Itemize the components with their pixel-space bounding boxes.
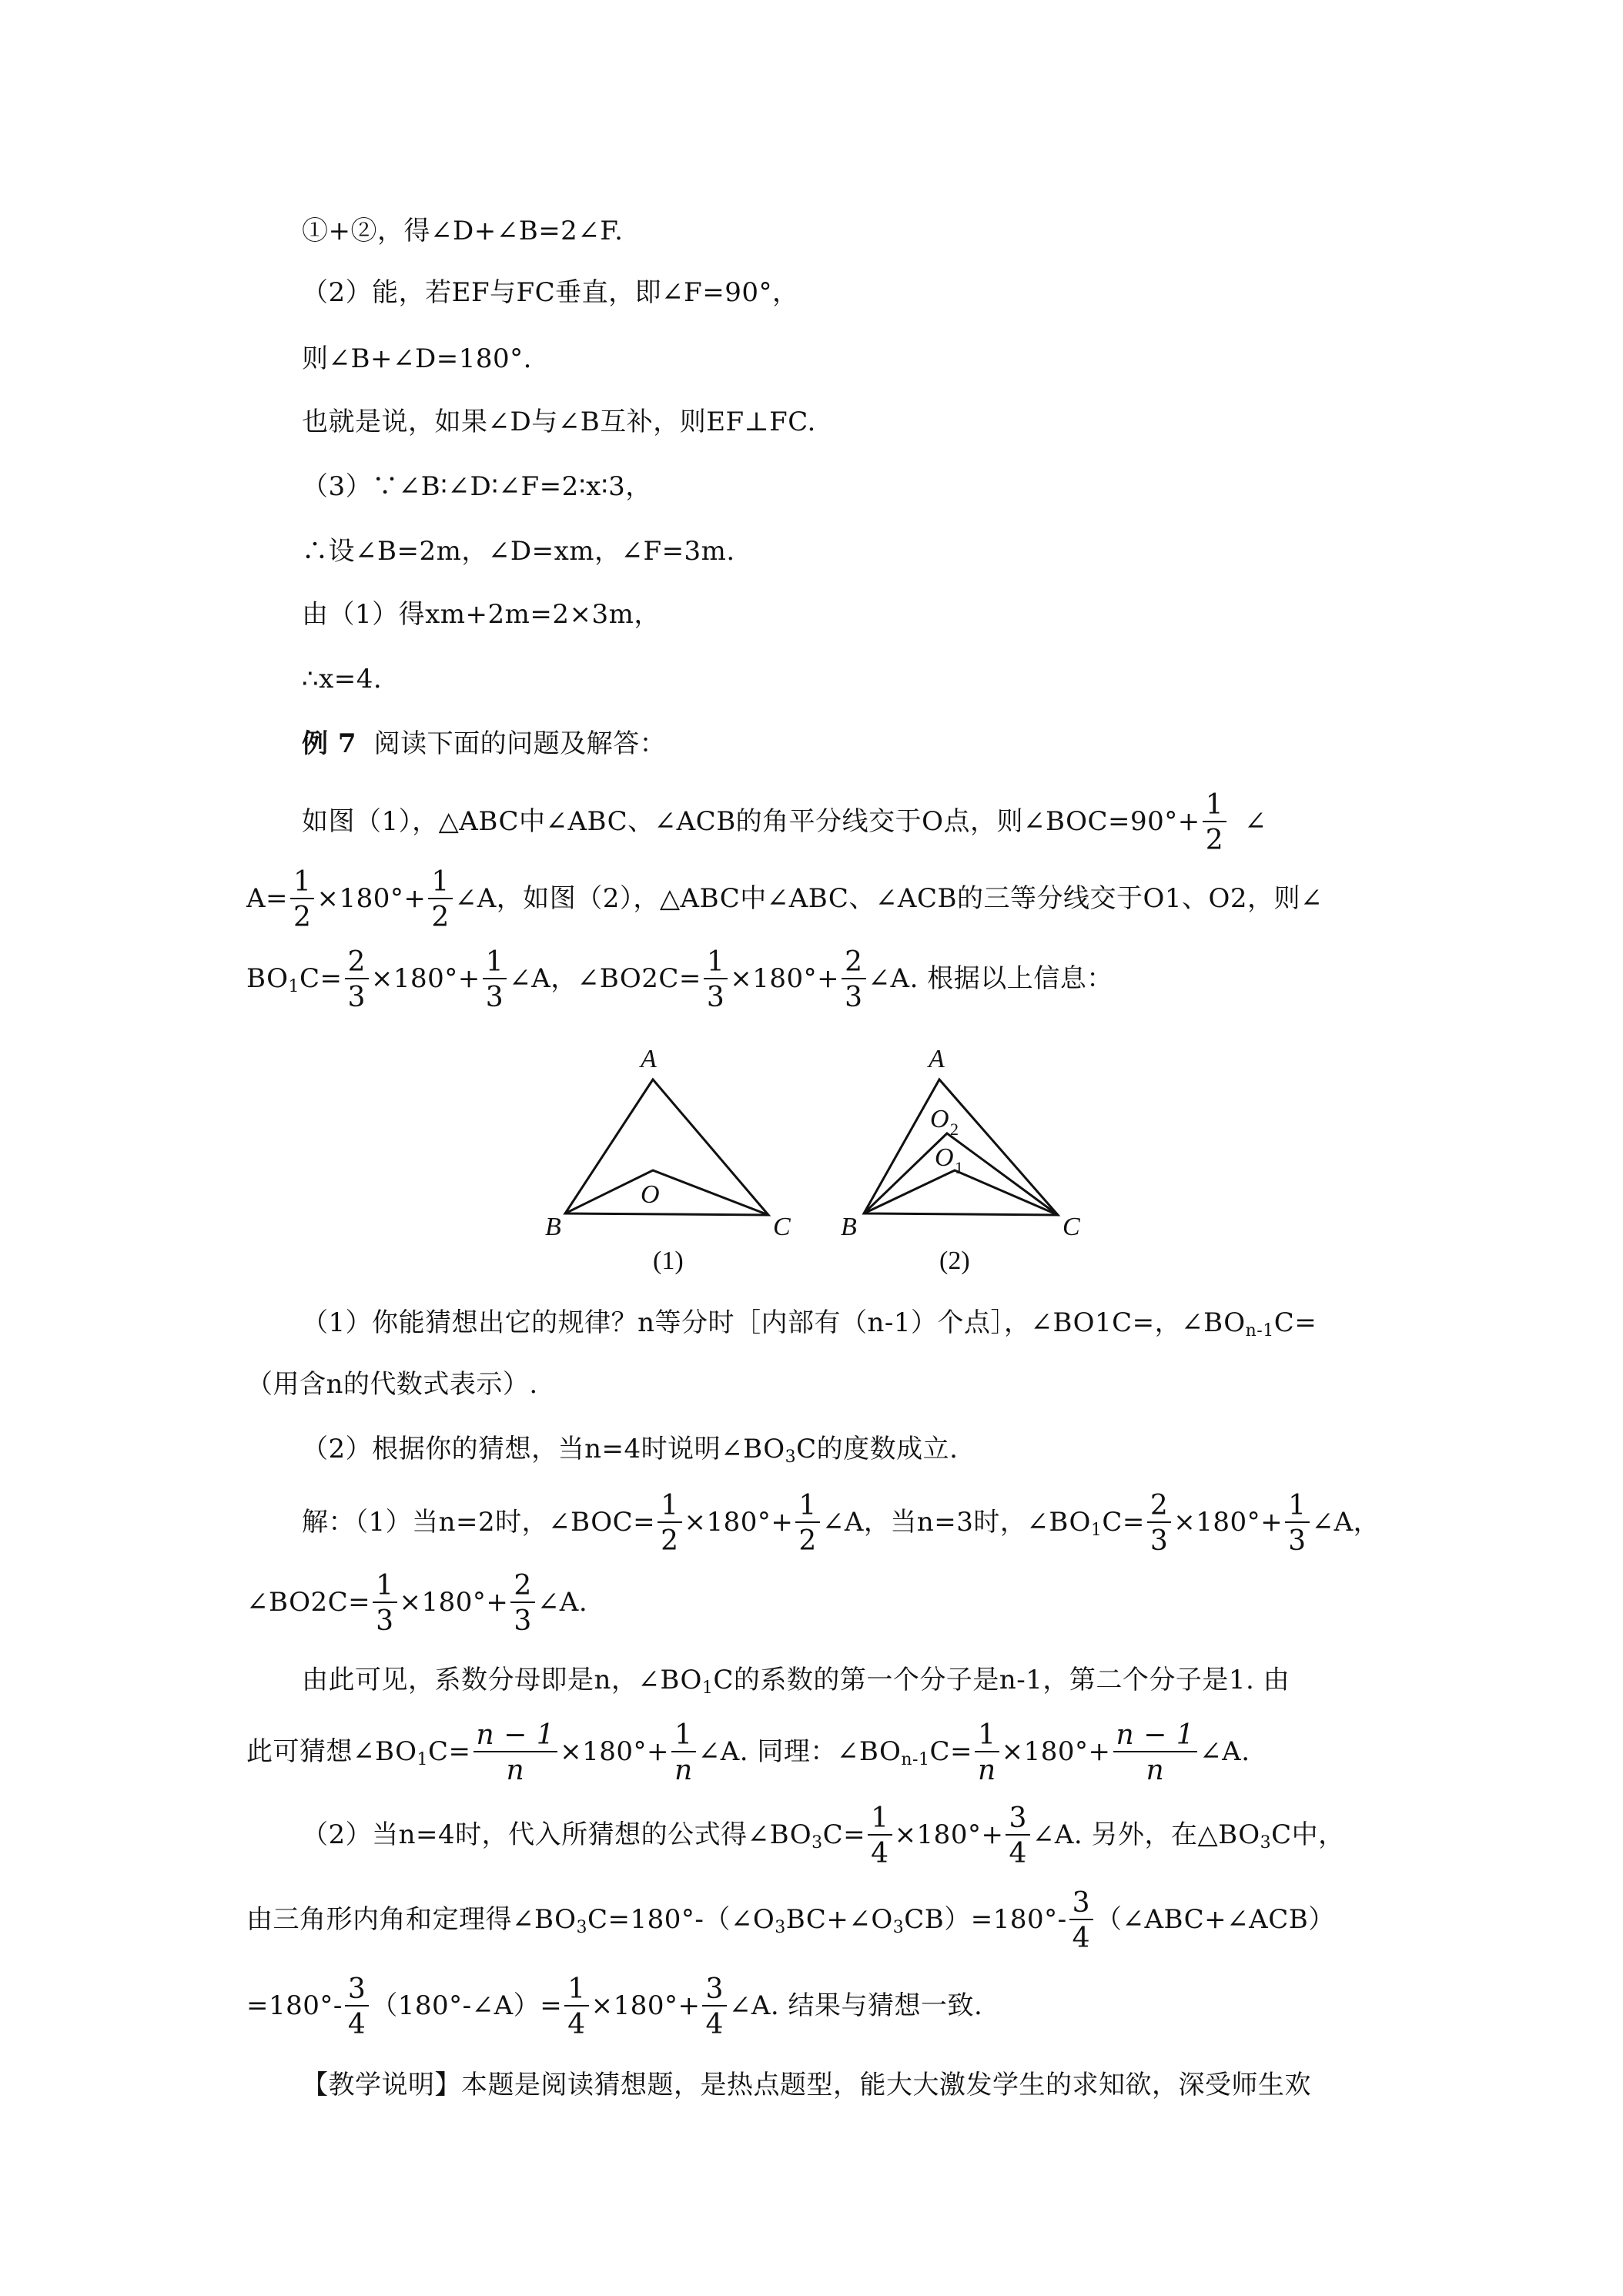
fraction: $\frac{1}{2}$ bbox=[1203, 790, 1226, 856]
label-a-2: A bbox=[929, 1045, 945, 1073]
example-title: 阅读下面的问题及解答： bbox=[373, 728, 667, 759]
label-c-2: C bbox=[1062, 1213, 1080, 1241]
example-label: 例 7 bbox=[302, 728, 356, 759]
question-2: （2）根据你的猜想，当n=4时说明$\angle BO_3C$的度数成立. bbox=[302, 1434, 959, 1467]
figure-1 bbox=[565, 1079, 768, 1215]
solution-2-line1: 由此可见，系数分母即是n，$\angle BO_1C$的系数的第一个分子是n-1，第二个分子是1. 由 bbox=[302, 1665, 1290, 1698]
text-line: （2）能，若EF与FC垂直，即∠F=90°， bbox=[302, 277, 799, 308]
text-line: ∴设∠B=2m，∠D=xm，∠F=3m. bbox=[302, 536, 735, 567]
para1-line2: A= $\frac{1}{2}$ ×180°+ $\frac{1}{2}$ ∠A，如图（2），△ABC中∠ABC、∠ACB的三等分线交于O1、O2，则∠ bbox=[246, 866, 1323, 933]
text-line: 由（1）得xm+2m=2×3m， bbox=[302, 599, 661, 630]
text-line: ①+②，得∠D+∠B=2∠F. bbox=[302, 216, 624, 246]
label-o1: O bbox=[935, 1143, 954, 1172]
solution-1-line2: ∠BO2C= $\frac{1}{3}$ ×180°+ $\frac{2}{3}$ ∠A. bbox=[246, 1570, 588, 1637]
label-o2-sub: 2 bbox=[950, 1120, 959, 1139]
solution-3-line1: （2）当n=4时，代入所猜想的公式得$\angle BO_3C=$ $\frac{1}{4}$ ×180°+ $\frac{3}{4}$ ∠A. 另外，在$\triangle BO_3C$中， bbox=[302, 1802, 1345, 1869]
label-o1-sub: 1 bbox=[955, 1158, 963, 1177]
label-b-1: B bbox=[545, 1213, 561, 1241]
text-line: ∴x=4. bbox=[302, 664, 383, 694]
triangle-figures bbox=[539, 1032, 1124, 1286]
question-1: （1）你能猜想出它的规律？n等分时［内部有（n-1）个点］，∠BO1C=，$\angle BO_{n-1}C=$ bbox=[302, 1307, 1317, 1340]
example-heading bbox=[302, 728, 666, 759]
figure-1-caption: (1) bbox=[653, 1247, 684, 1275]
bisector-lines bbox=[565, 1170, 768, 1215]
triangle-abc-1 bbox=[565, 1079, 768, 1215]
solution-3-line2: 由三角形内角和定理得$\angle BO_3C=180^\circ-(\angle O_3BC+\angle O_3CB)=180^\circ-$ $\frac{3}{4}$ （∠ABC+∠ACB） bbox=[246, 1887, 1335, 1954]
solution-3-line3: =180°- $\frac{3}{4}$ （180°-∠A）= $\frac{1}{4}$ ×180°+ $\frac{3}{4}$ ∠A. 结果与猜想一致. bbox=[246, 1973, 983, 2040]
label-o: O bbox=[641, 1180, 660, 1209]
label-o2: O bbox=[930, 1105, 949, 1133]
teaching-note: 【教学说明】本题是阅读猜想题，是热点题型，能大大激发学生的求知欲，深受师生欢 bbox=[302, 2070, 1311, 2100]
para1-line1: 如图（1），△ABC中∠ABC、∠ACB的角平分线交于O点，则∠BOC=90°+ $\frac{1}{2}$ ∠ bbox=[302, 789, 1267, 856]
figure-2-caption: (2) bbox=[939, 1247, 970, 1275]
question-1-cont: （用含n的代数式表示）. bbox=[246, 1369, 538, 1400]
text-line: （3）∵∠B∶∠D∶∠F=2∶x∶3， bbox=[302, 471, 652, 502]
para1-line3: $BO_1C=$ $\frac{2}{3}$ ×180°+ $\frac{1}{3}$ ∠A，∠BO2C= $\frac{1}{3}$ ×180°+ $\frac{2}{3}$ ∠A. 根据以上信息： bbox=[246, 946, 1113, 1013]
text-line: 则∠B+∠D=180°. bbox=[302, 343, 532, 374]
label-a-1: A bbox=[641, 1045, 657, 1073]
figure-2 bbox=[864, 1079, 1058, 1215]
label-c-1: C bbox=[773, 1213, 791, 1241]
solution-2-line2: 此可猜想$\angle BO_1C=$ $\frac{n - 1}{n}$ ×180°+ $\frac{1}{n}$ ∠A. 同理：$\angle BO_{n-1}C=$ $\frac{1}{n}$ ×180°+ $\frac{n - 1}{n}$ ∠A. bbox=[246, 1719, 1250, 1786]
text-line: 也就是说，如果∠D与∠B互补，则EF⊥FC. bbox=[302, 407, 816, 437]
label-b-2: B bbox=[841, 1213, 857, 1241]
solution-1-line1: 解：（1）当n=2时，∠BOC= $\frac{1}{2}$ ×180°+ $\frac{1}{2}$ ∠A，当n=3时，$\angle BO_1C=$ $\frac{2}{3}$ ×180°+ $\frac{1}{3}$ ∠A， bbox=[302, 1490, 1380, 1557]
